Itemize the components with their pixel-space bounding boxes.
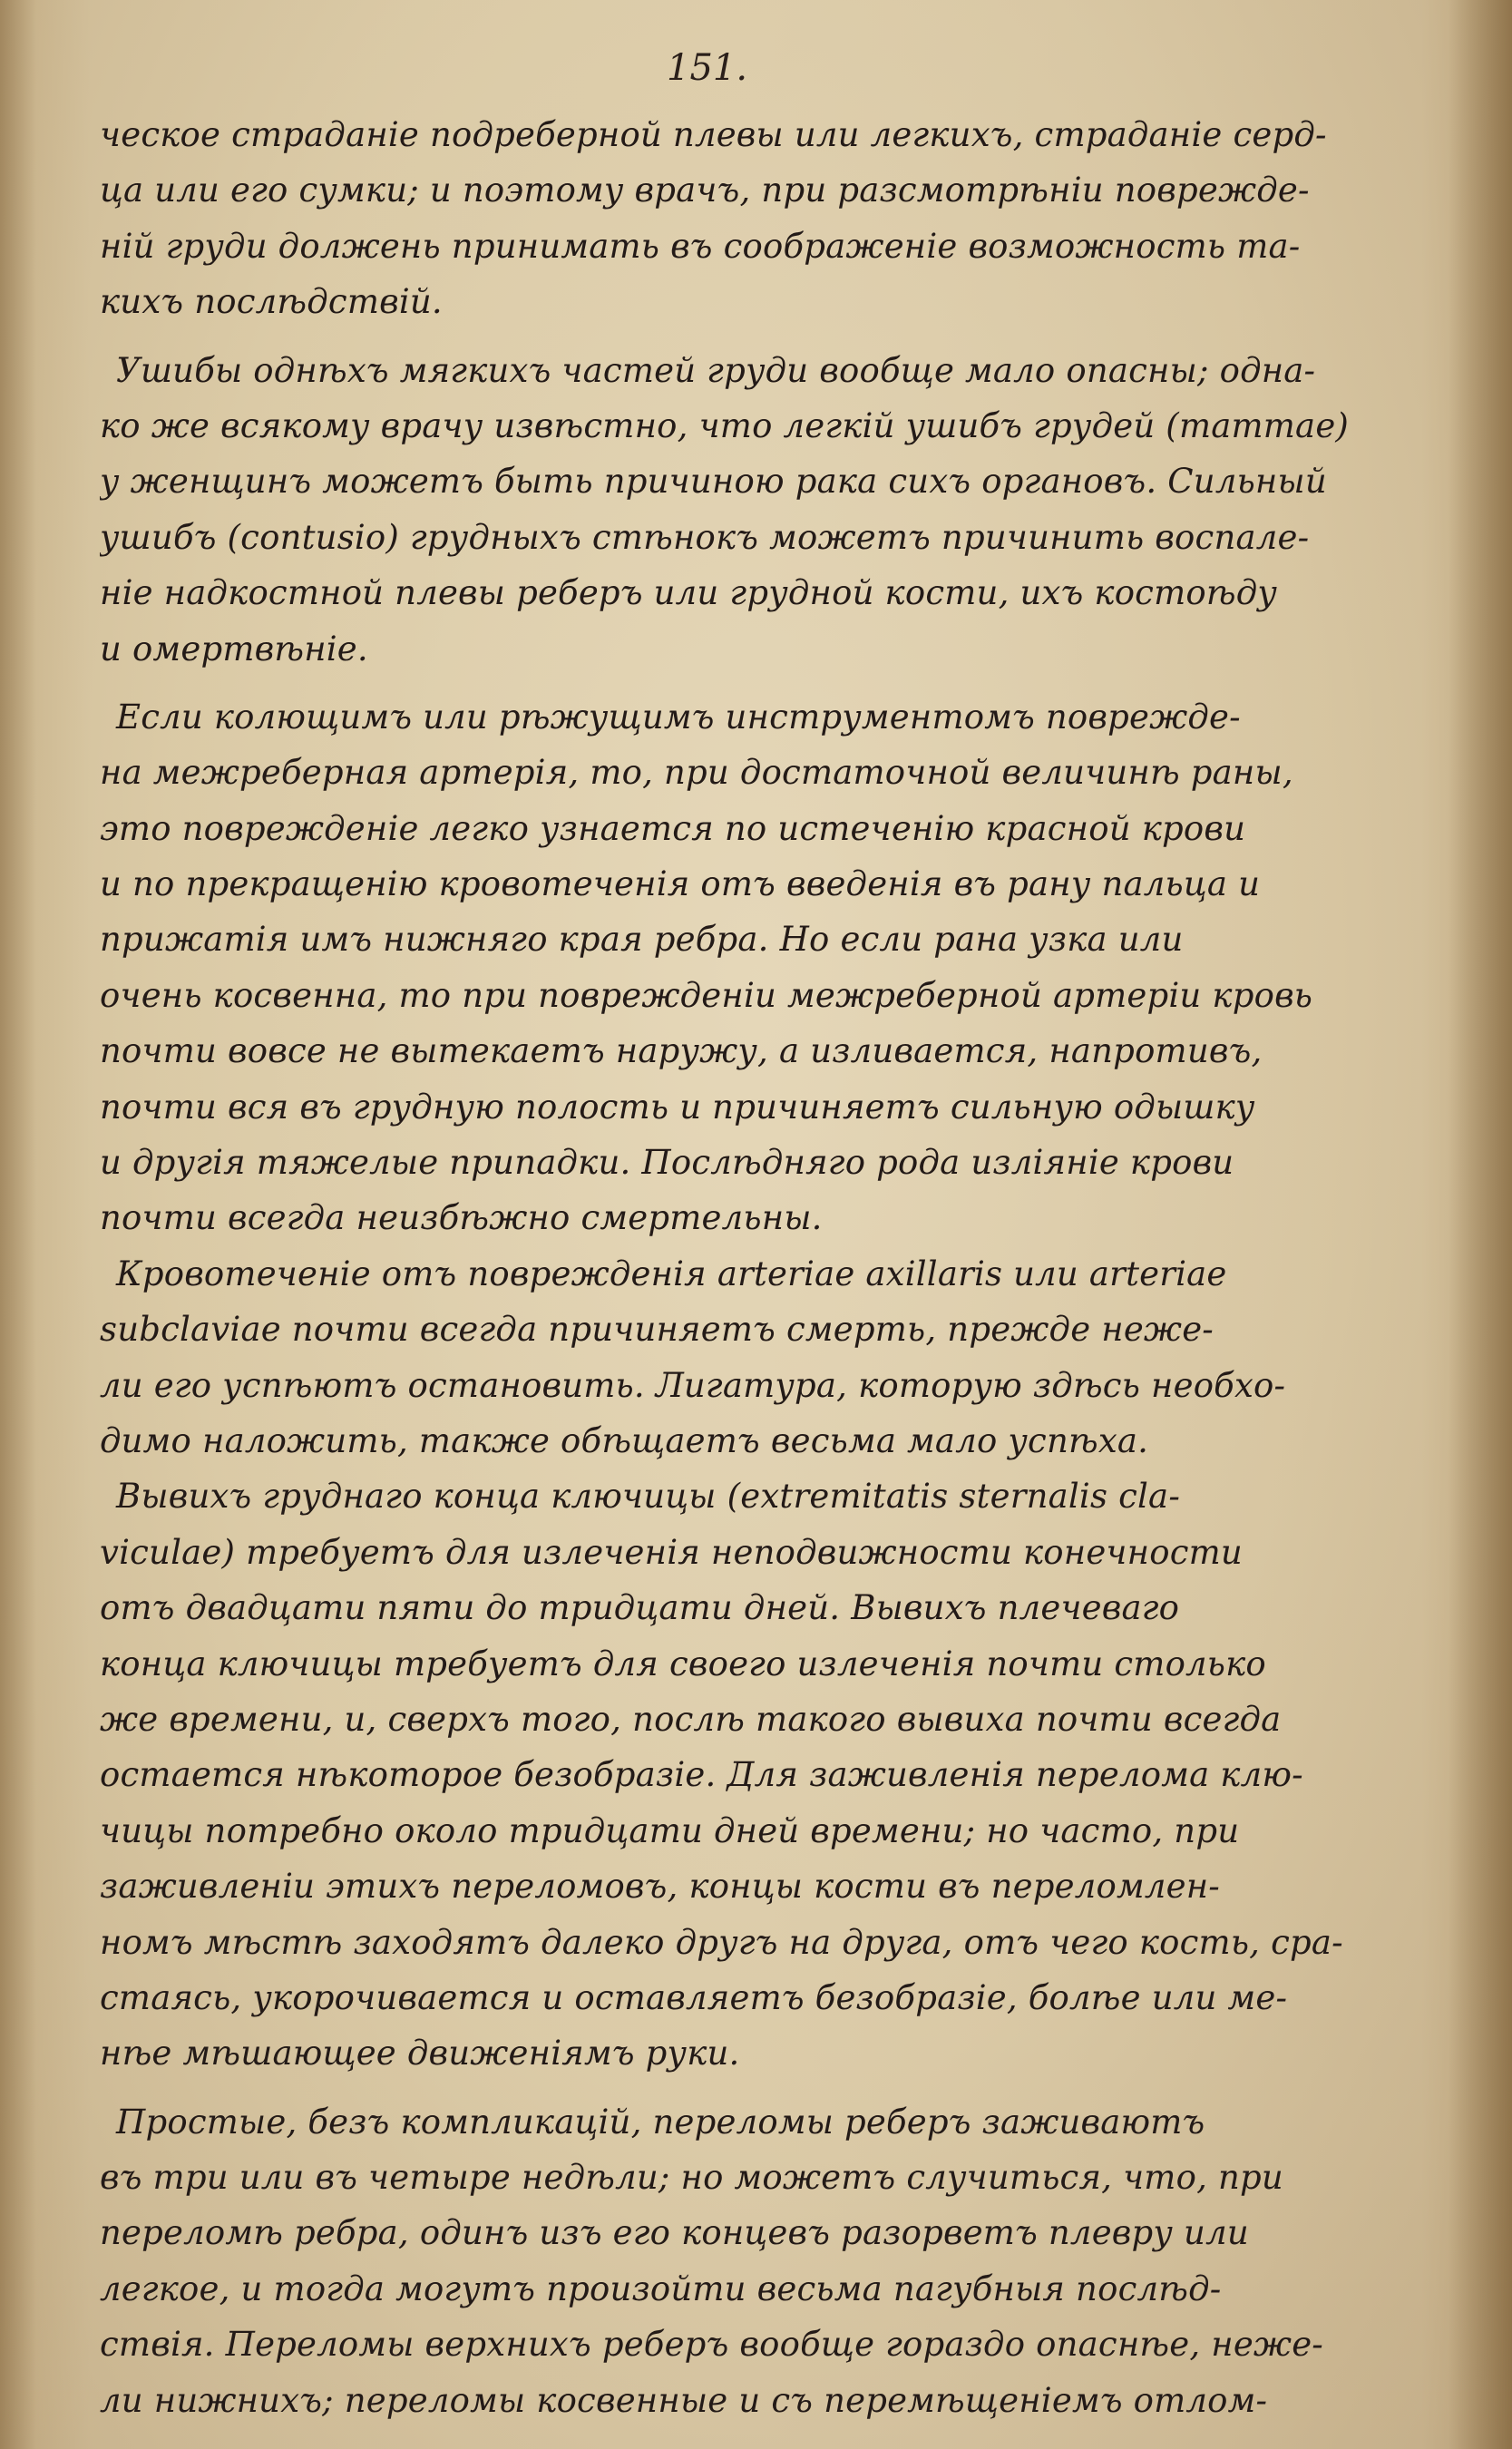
text-line: почти всегда неизбѣжно смертельны.: [100, 1198, 823, 1238]
text-line: у женщинъ можетъ быть причиною рака сихъ органовъ. Сильный: [100, 462, 1327, 502]
text-line: viculae) требуетъ для излеченія неподвижности конечности: [100, 1532, 1243, 1572]
paragraph-3: [100, 689, 1442, 1246]
text-line: очень косвенна, то при поврежденіи межреберной артеріи кровь: [100, 975, 1313, 1015]
text-line: номъ мѣстѣ заходятъ далеко другъ на друга, отъ чего кость, сра-: [100, 1922, 1343, 1962]
page-number: 151.: [667, 47, 748, 89]
text-line: и по прекращенію кровотеченія отъ введенія въ рану пальца и: [100, 864, 1261, 904]
text-line: subclaviae почти всегда причиняетъ смерть, прежде неже-: [100, 1310, 1214, 1350]
text-line: ца или его сумки; и поэтому врачъ, при разсмотрѣніи поврежде-: [100, 171, 1310, 210]
text-line: заживленіи этихъ переломовъ, концы кости въ переломлен-: [100, 1867, 1220, 1907]
page-edge-shadow: [1449, 0, 1512, 2449]
text-line: отъ двадцати пяти до тридцати дней. Вывихъ плечеваго: [100, 1588, 1180, 1628]
text-line: ушибъ (contusio) грудныхъ стѣнокъ можетъ причинить воспале-: [100, 517, 1310, 557]
text-line: ли его успѣютъ остановить. Лигатура, которую здѣсь необхо-: [100, 1365, 1286, 1405]
manuscript-text: [100, 107, 1442, 2428]
text-line: ко же всякому врачу извѣстно, что легкій ушибъ грудей (mammae): [100, 405, 1350, 445]
text-line: кихъ послѣдствій.: [100, 282, 443, 322]
text-line: Кровотеченіе отъ поврежденія arteriae axillaris или arteriae: [116, 1254, 1227, 1293]
text-line: конца ключицы требуетъ для своего излеченія почти столько: [100, 1644, 1266, 1683]
text-line: почти вовсе не вытекаетъ наружу, а изливается, напротивъ,: [100, 1031, 1263, 1071]
text-line: чицы потребно около тридцати дней времени; но часто, при: [100, 1810, 1240, 1850]
text-line: димо наложить, также обѣщаетъ весьма мало успѣха.: [100, 1420, 1149, 1460]
paragraph-2: [100, 343, 1442, 677]
text-line: на межреберная артерія, то, при достаточной величинѣ раны,: [100, 753, 1293, 793]
text-line: и другія тяжелые припадки. Послѣдняго рода изліяніе крови: [100, 1143, 1234, 1183]
text-line: Простые, безъ компликацій, переломы реберъ заживаютъ: [116, 2102, 1205, 2142]
text-line: въ три или въ четыре недѣли; но можетъ случиться, что, при: [100, 2158, 1283, 2198]
text-line: прижатія имъ нижняго края ребра. Но если рана узка или: [100, 920, 1184, 960]
text-line: нѣе мѣшающее движеніямъ руки.: [100, 2034, 740, 2073]
text-line: и омертвѣніе.: [100, 629, 368, 668]
text-line: легкое, и тогда могутъ произойти весьма пагубныя послѣд-: [100, 2268, 1222, 2308]
text-line: ній груди должень принимать въ соображеніе возможность та-: [100, 226, 1301, 266]
paragraph-6: [100, 2094, 1442, 2428]
binding-shadow: [0, 0, 36, 2449]
text-line: Если колющимъ или рѣжущимъ инструментомъ поврежде-: [116, 697, 1241, 737]
text-line: же времени, и, сверхъ того, послѣ такого вывиха почти всегда: [100, 1699, 1282, 1739]
text-line: остается нѣкоторое безобразіе. Для заживленія перелома клю-: [100, 1755, 1303, 1795]
text-line: ствія. Переломы верхнихъ реберъ вообще гораздо опаснѣе, неже-: [100, 2325, 1323, 2365]
text-line: ческое страданіе подреберной плевы или легкихъ, страданіе серд-: [100, 115, 1327, 154]
text-line: ніе надкостной плевы реберъ или грудной кости, ихъ костоѣду: [100, 573, 1278, 613]
text-line: стаясь, укорочивается и оставляетъ безобразіе, болѣе или ме-: [100, 1977, 1288, 2017]
paragraph-1: [100, 107, 1442, 330]
paragraph-4: [100, 1246, 1442, 1469]
text-line: почти вся въ грудную полость и причиняетъ сильную одышку: [100, 1087, 1255, 1127]
text-line: это поврежденіе легко узнается по истеченію красной крови: [100, 808, 1246, 848]
text-line: ли нижнихъ; переломы косвенные и съ перемѣщеніемъ отлом-: [100, 2380, 1268, 2420]
paragraph-5: [100, 1468, 1442, 2081]
text-line: Ушибы однѣхъ мягкихъ частей груди вообще мало опасны; одна-: [116, 350, 1316, 390]
text-line: переломѣ ребра, одинъ изъ его концевъ разорветъ плевру или: [100, 2213, 1249, 2253]
text-line: Вывихъ груднаго конца ключицы (extremitatis sternalis cla-: [116, 1477, 1181, 1517]
